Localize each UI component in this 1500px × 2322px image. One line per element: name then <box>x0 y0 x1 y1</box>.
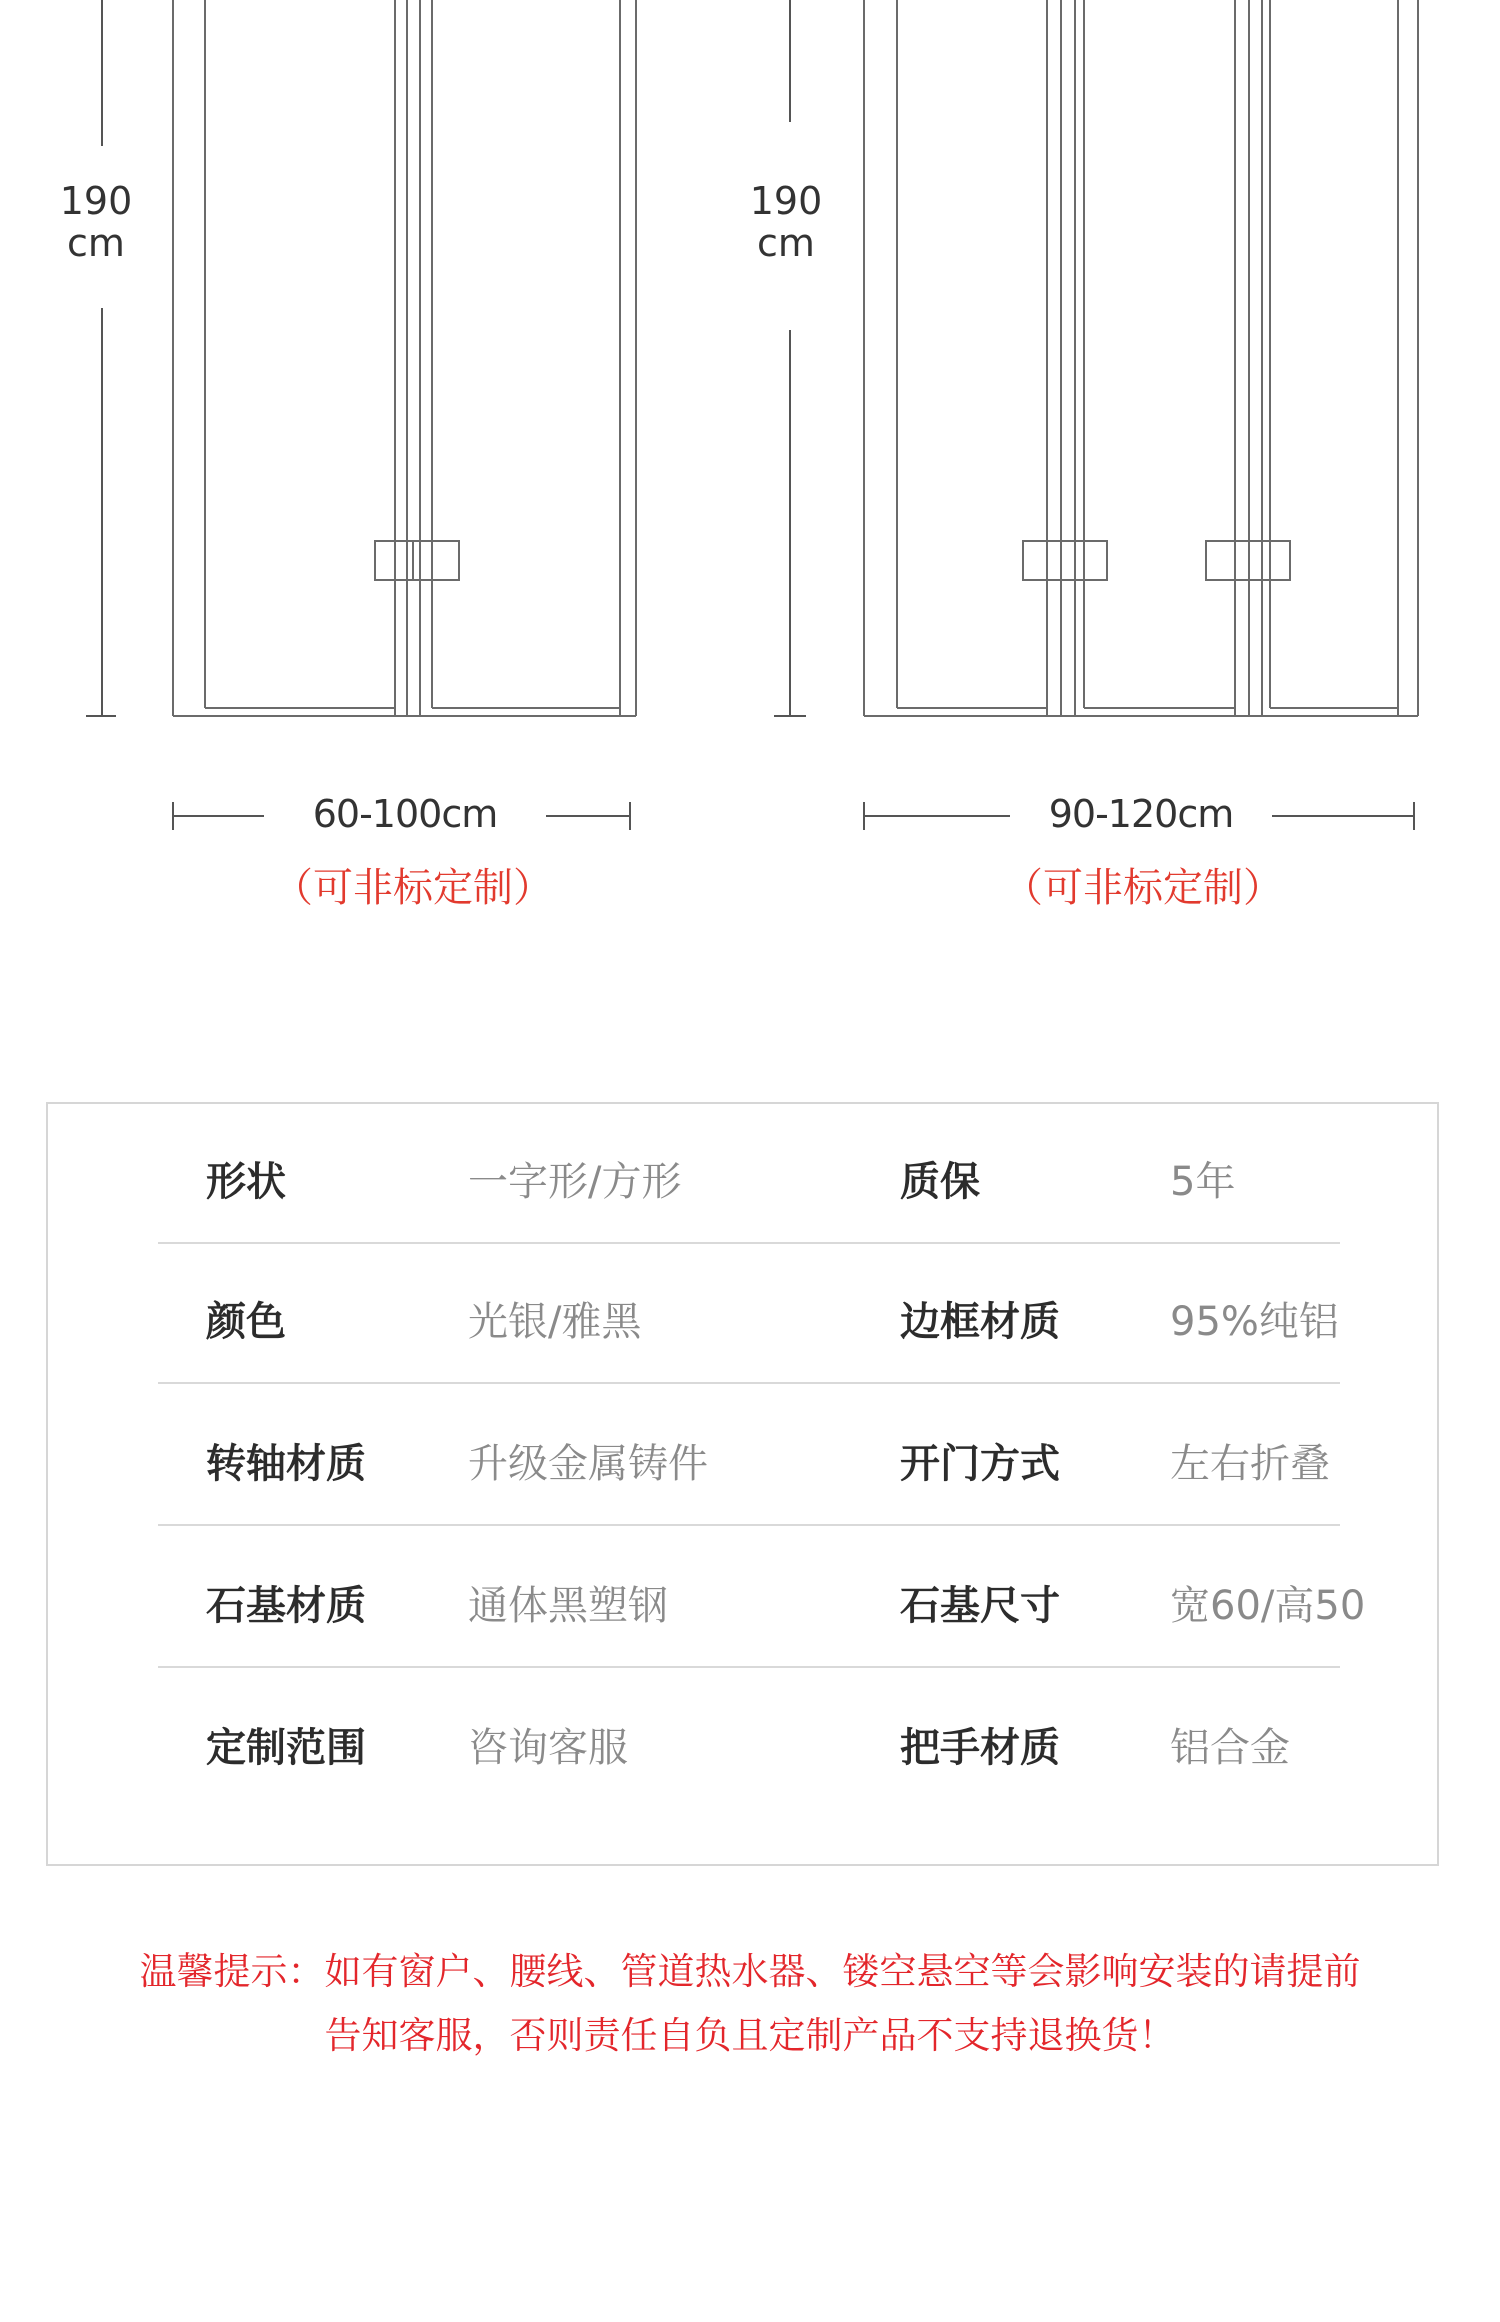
door-handle-icon <box>375 541 459 580</box>
row-divider <box>158 1666 1340 1668</box>
spec-label: 边框材质 <box>900 1299 1060 1345</box>
spec-value: 咨询客服 <box>468 1725 628 1771</box>
three-panel-width-label: 90-120cm <box>1048 792 1234 836</box>
door-size-diagrams <box>0 0 1500 960</box>
three-panel-custom-note: （可非标定制） <box>1003 865 1283 911</box>
spec-label: 形状 <box>206 1159 286 1205</box>
notice-line-1: 温馨提示：如有窗户、腰线、管道热水器、镂空悬空等会影响安装的请提前 <box>139 1950 1361 1993</box>
spec-label: 质保 <box>900 1159 980 1205</box>
spec-value: 一字形/方形 <box>468 1159 682 1205</box>
spec-value: 通体黑塑钢 <box>468 1583 668 1629</box>
spec-value: 左右折叠 <box>1170 1441 1330 1487</box>
spec-row <box>158 1244 1340 1384</box>
three-panel-height-label <box>750 179 823 265</box>
two-panel-custom-note: （可非标定制） <box>273 865 553 911</box>
spec-value: 5年 <box>1170 1159 1236 1205</box>
three-panel-door-diagram <box>774 0 1418 716</box>
spec-row <box>158 1670 1340 1810</box>
two-panel-width-label: 60-100cm <box>312 792 498 836</box>
spec-value: 升级金属铸件 <box>468 1441 708 1487</box>
two-panel-door-diagram <box>86 0 636 716</box>
spec-table <box>46 1102 1439 1866</box>
spec-label: 石基材质 <box>206 1583 366 1629</box>
spec-label: 开门方式 <box>900 1441 1060 1487</box>
spec-label: 把手材质 <box>900 1725 1060 1771</box>
svg-text:190: 190 <box>749 179 823 223</box>
two-panel-height-label <box>60 179 133 265</box>
spec-row <box>158 1104 1340 1244</box>
spec-value: 宽60/高50 <box>1170 1583 1366 1629</box>
row-divider <box>158 1524 1340 1526</box>
spec-label: 石基尺寸 <box>900 1583 1060 1629</box>
warm-notice <box>0 1940 1500 2068</box>
svg-text:cm: cm <box>67 221 125 265</box>
spec-value: 铝合金 <box>1170 1725 1290 1771</box>
row-divider <box>158 1382 1340 1384</box>
svg-text:cm: cm <box>757 221 815 265</box>
spec-value: 95%纯铝 <box>1170 1299 1339 1345</box>
spec-label: 定制范围 <box>206 1725 366 1771</box>
door-handle-icon <box>1023 541 1107 580</box>
spec-value: 光银/雅黑 <box>468 1299 642 1345</box>
spec-row <box>158 1528 1366 1668</box>
spec-label: 转轴材质 <box>206 1441 366 1487</box>
svg-text:190: 190 <box>59 179 133 223</box>
spec-label: 颜色 <box>206 1299 286 1345</box>
notice-line-2: 告知客服，否则责任自负且定制产品不支持退换货！ <box>324 2014 1176 2057</box>
spec-row <box>158 1386 1340 1526</box>
